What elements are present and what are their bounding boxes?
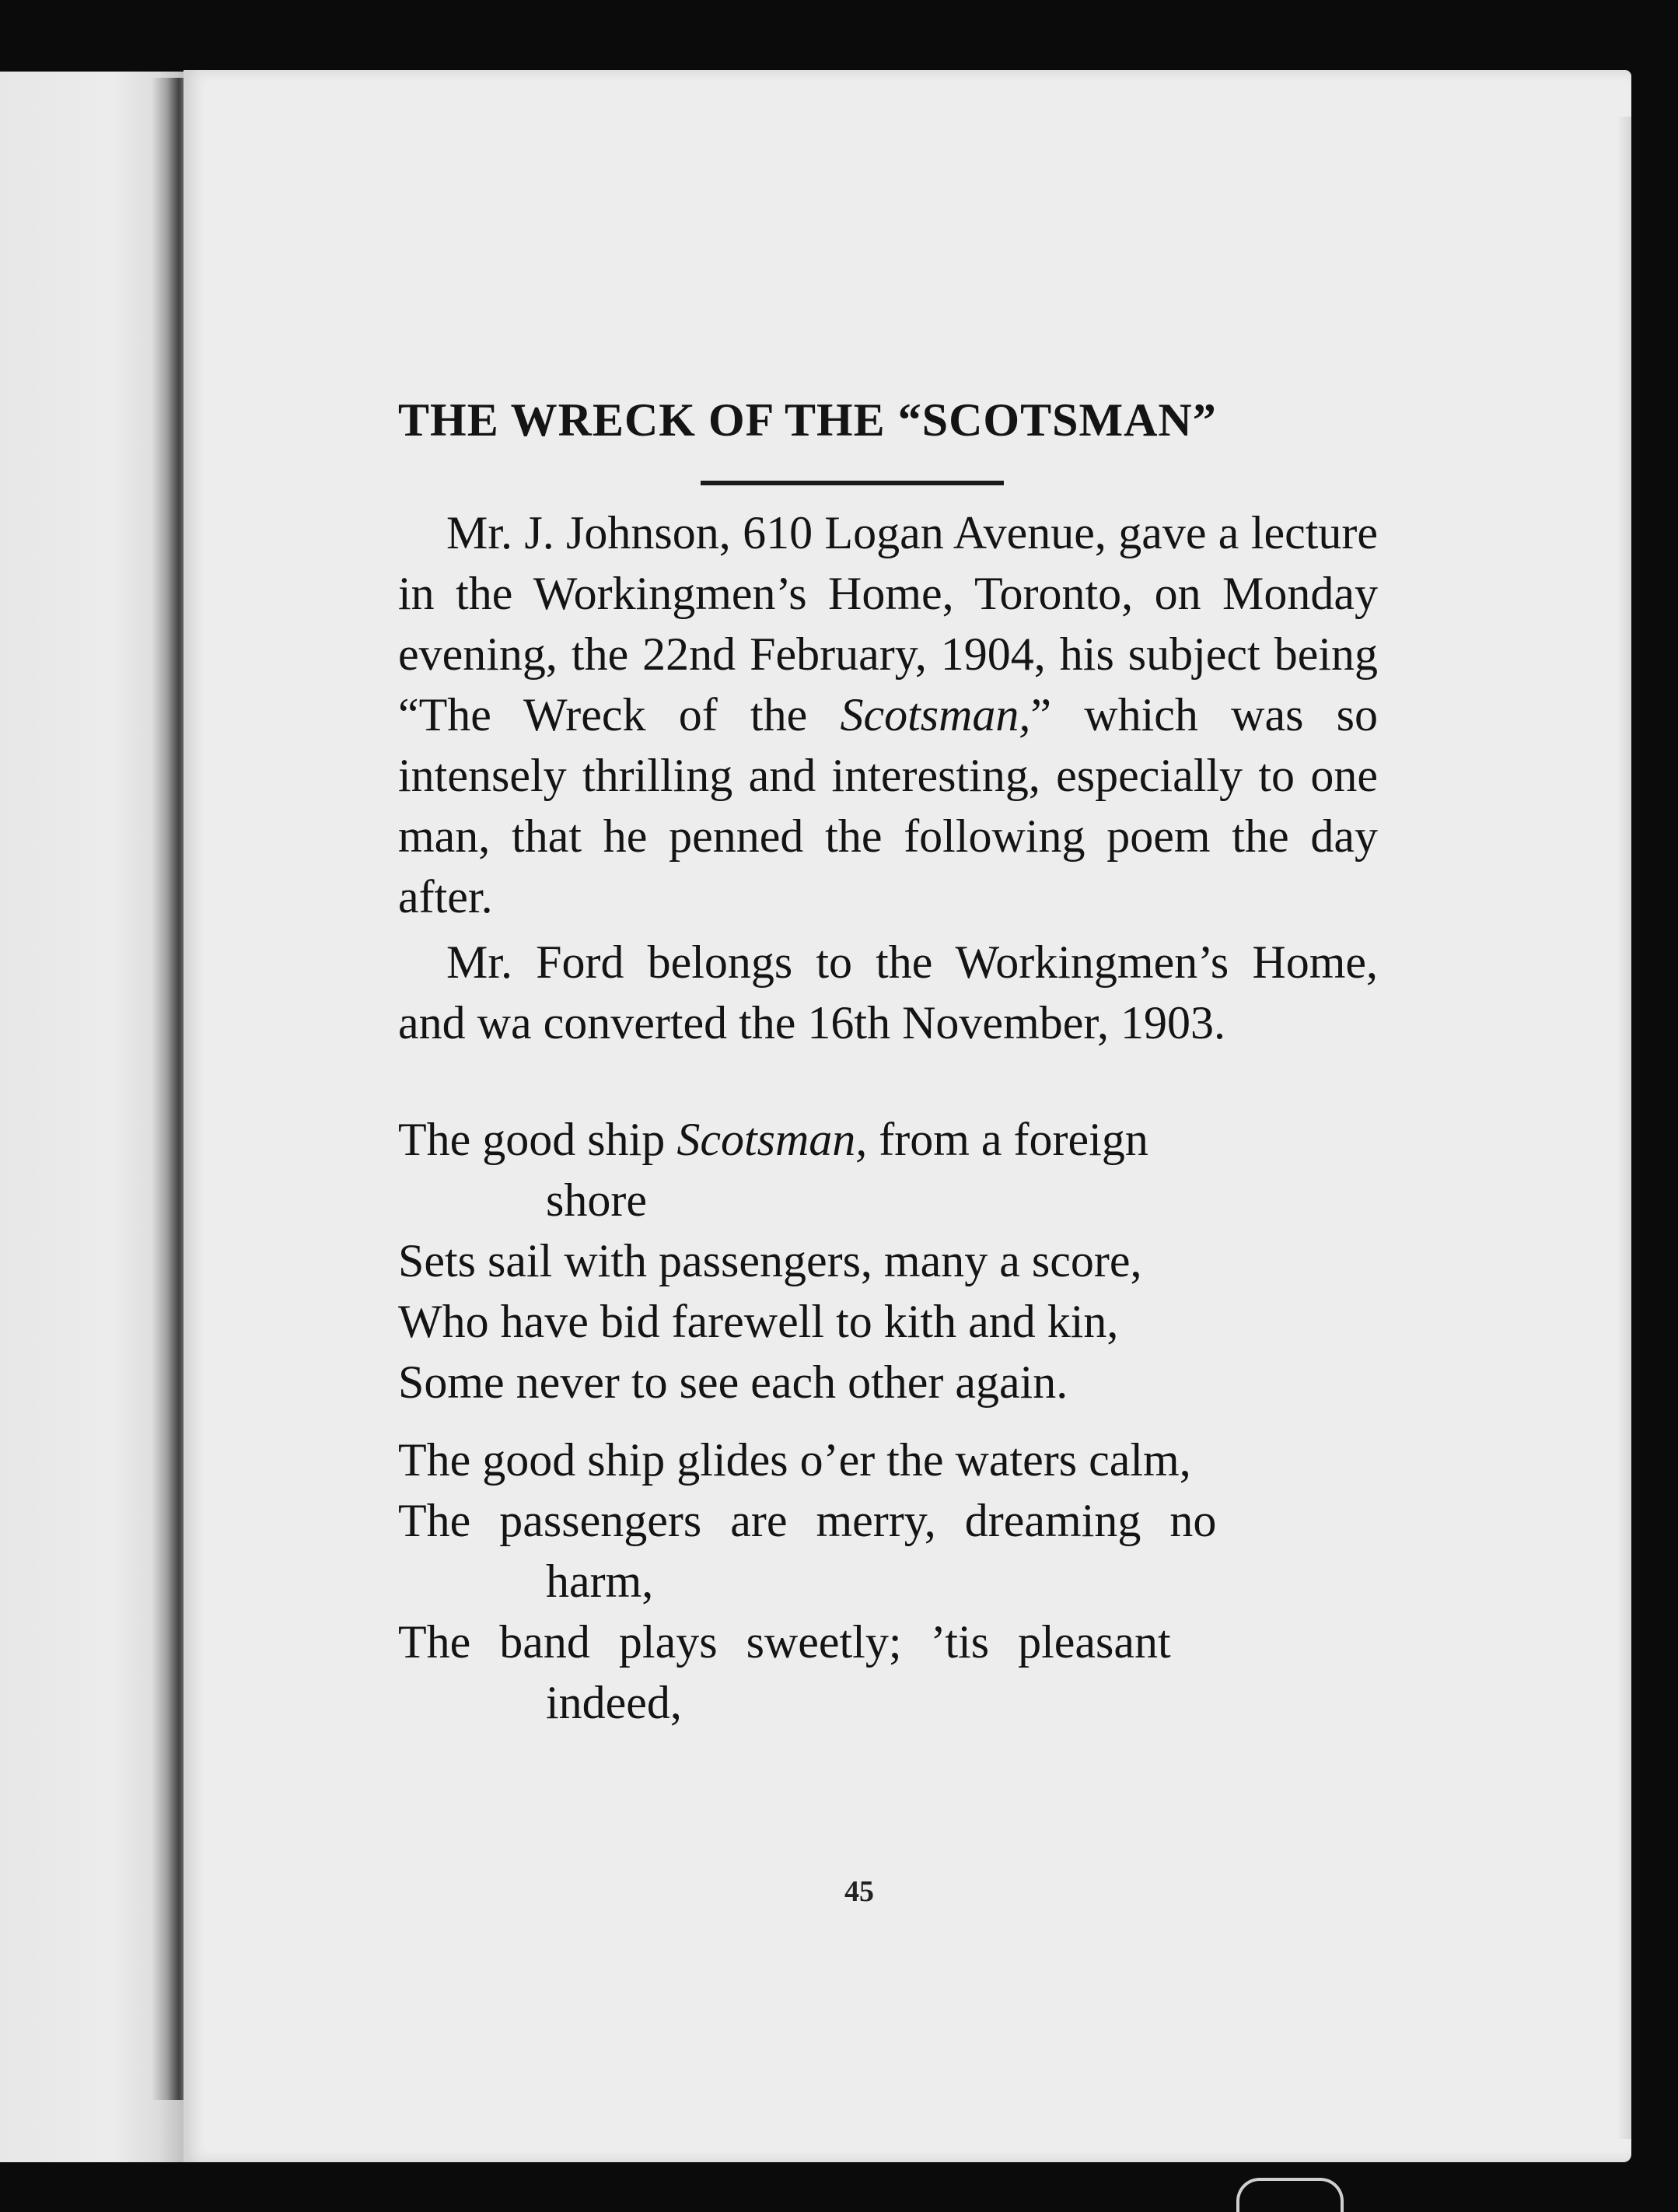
scan-border	[0, 2162, 1678, 2203]
page-edge	[1617, 117, 1631, 2139]
poem-line: The passengers are merry, dreaming no	[398, 1495, 1217, 1546]
intro-paragraph-1	[398, 502, 1378, 927]
intro-p1-text: Mr. J. Johnson, 610 Logan Avenue, gave a lecture in the Workingmen’s Home, Toronto, on Monday evening, the 22nd February, 1904, his subject being “The Wreck of the	[398, 507, 1378, 740]
stanza-2	[398, 1430, 1378, 1733]
poem-line-continuation: harm,	[546, 1556, 654, 1607]
page-content	[398, 389, 1378, 1750]
poem-line: Who have bid farewell to kith and kin,	[398, 1296, 1119, 1347]
intro-p1-ship-name: Scotsman,	[840, 689, 1031, 740]
poem-line-continuation: indeed,	[546, 1677, 682, 1728]
scan-artifact	[1236, 2178, 1344, 2212]
poem-line: Some never to see each other again.	[398, 1356, 1068, 1408]
intro-text	[398, 502, 1378, 1053]
poem-line: The band plays sweetly; ’tis pleasant	[398, 1616, 1171, 1668]
title-rule	[701, 481, 1004, 485]
poem-line	[398, 1109, 1378, 1170]
page-number: 45	[844, 1875, 874, 1908]
stanza-1	[398, 1109, 1378, 1412]
page-title: THE WRECK OF THE “SCOTSMAN”	[398, 394, 1217, 446]
poem	[398, 1109, 1378, 1733]
poem-line-continuation: shore	[546, 1174, 647, 1226]
poem-line: Sets sail with passengers, many a score,	[398, 1235, 1142, 1286]
poem-line-text-end: from a foreign	[867, 1114, 1148, 1165]
poem-line-text: The good ship	[398, 1114, 677, 1165]
poem-ship-name: Scotsman,	[676, 1114, 868, 1165]
poem-line: The good ship glides o’er the waters calm,	[398, 1434, 1191, 1486]
intro-p1-text-end: ” which was so intensely thrilling and interesting, especially to one man, that he penned the following poem the day after.	[398, 689, 1378, 922]
intro-paragraph-2: Mr. Ford belongs to the Workingmen’s Home, and wa converted the 16th November, 1903.	[398, 936, 1378, 1048]
